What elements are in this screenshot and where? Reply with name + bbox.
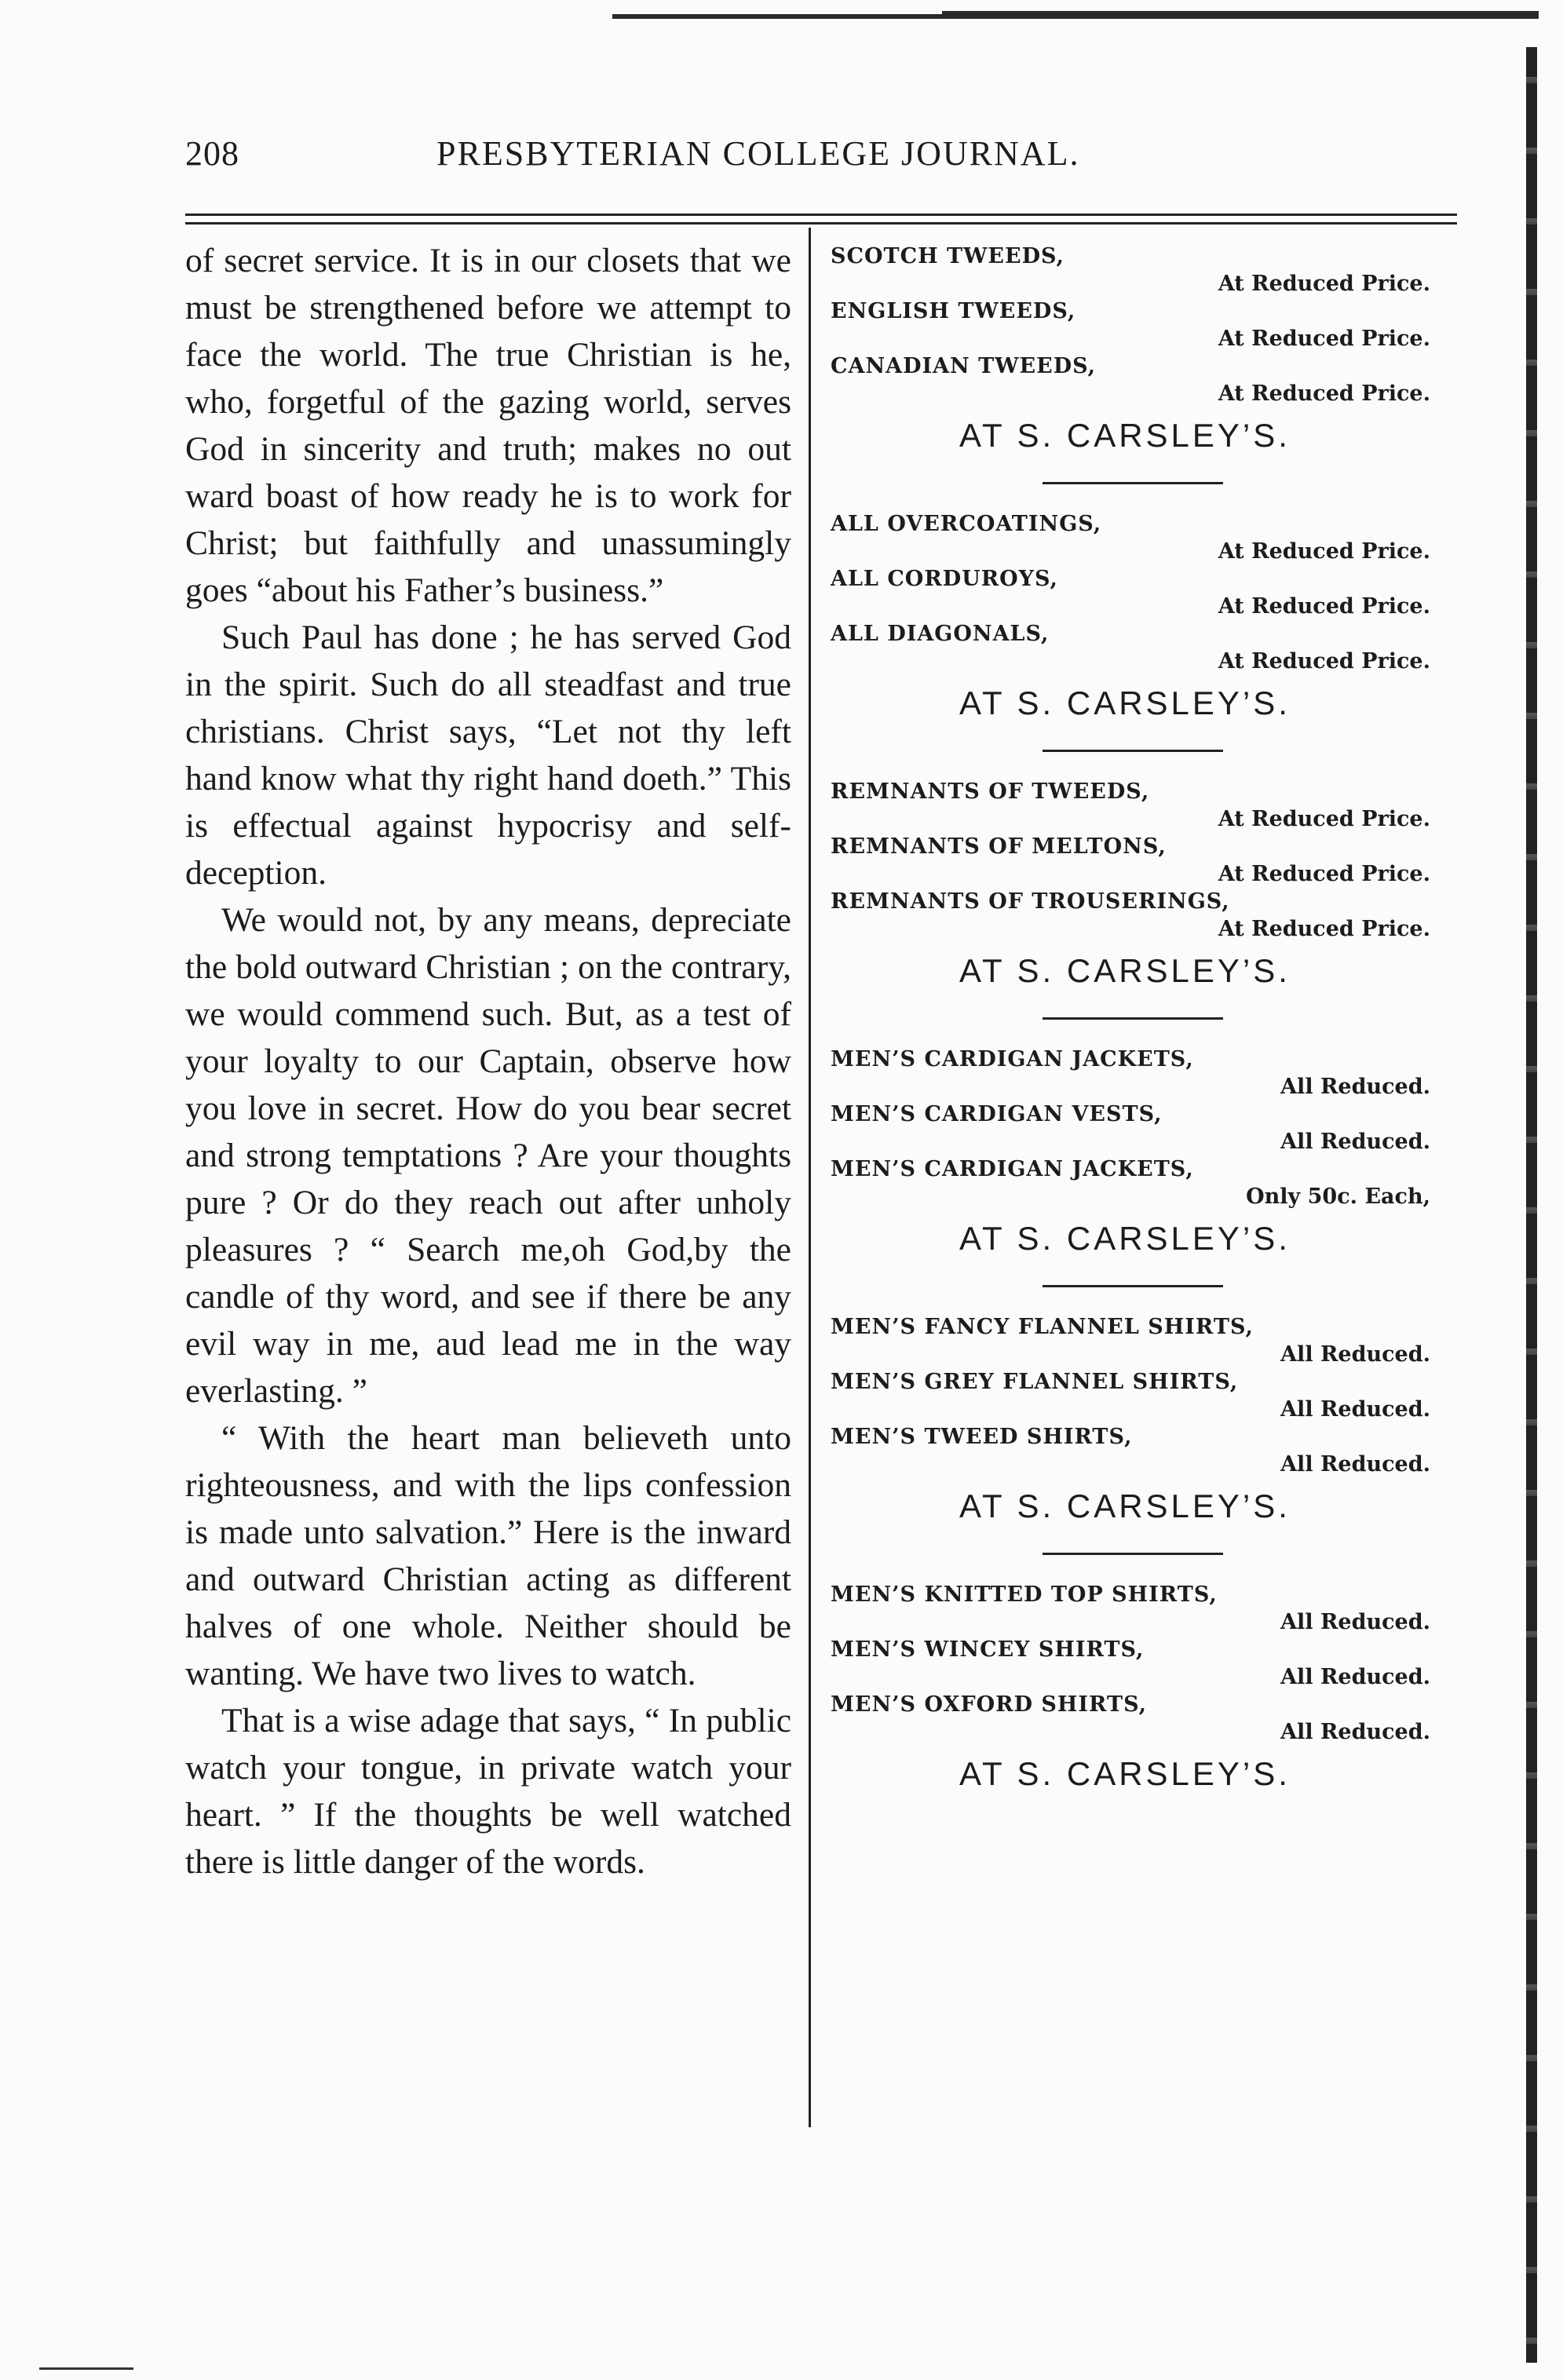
column-divider: [809, 228, 811, 2127]
ad-block: [831, 243, 1435, 484]
ad-item-name: MEN’S KNITTED TOP SHIRTS,: [831, 1582, 1218, 1607]
header-rule-top: [185, 214, 1457, 216]
ad-item-price: At Reduced Price.: [1218, 272, 1430, 296]
article-paragraph: Such Paul has done ; he has served God in the spirit. Such do all steadfast and true christians. Christ says, “Let not thy left hand know what thy right hand doeth.” This is effectual against hypocrisy and self-deception.: [185, 619, 791, 892]
ad-item-price: All Reduced.: [1280, 1665, 1430, 1689]
ad-block: [831, 1314, 1435, 1555]
top-edge-rule-thick: [942, 11, 1539, 19]
article-paragraph: We would not, by any means, depreciate the bold outward Christian ; on the contrary, we would commend such. But, as a test of your loyalty to our Captain, observe how you love in secret. How do you bear secret and strong temptations ? Are your thoughts pure ? Or do they reach out after unholy pleasures ? “ Search me,oh God,by the candle of thy word, and see if there be any evil way in me, aud lead me in the way everlasting. ”: [185, 901, 791, 1410]
header-rule-bottom: [185, 222, 1457, 224]
ad-divider: [1043, 1285, 1223, 1287]
ad-item-name: ALL OVERCOATINGS,: [831, 512, 1102, 536]
ad-store-name: AT S. CARSLEY’S.: [959, 1220, 1291, 1257]
ad-item-price: All Reduced.: [1280, 1610, 1430, 1634]
article-column: [185, 237, 791, 1885]
ad-item-price: At Reduced Price.: [1218, 649, 1430, 673]
ad-block: [831, 1582, 1435, 1801]
ad-item-name: MEN’S OXFORD SHIRTS,: [831, 1692, 1148, 1717]
ad-item-name: SCOTCH TWEEDS,: [831, 244, 1065, 268]
ad-divider: [1043, 750, 1223, 752]
ad-item-name: MEN’S TWEED SHIRTS,: [831, 1425, 1133, 1449]
ad-item-price: All Reduced.: [1280, 1452, 1430, 1477]
ad-item-price: At Reduced Price.: [1218, 594, 1430, 619]
ad-item-name: REMNANTS OF TWEEDS,: [831, 779, 1150, 804]
ad-item-price: All Reduced.: [1280, 1075, 1430, 1099]
page-header: [185, 133, 1473, 188]
article-paragraph: “ With the heart man believeth unto righteousness, and with the lips confession is made unto salvation.” Here is the inward and outward Christian acting as different halves of one whole. Neither should be wanting. We have two lives to watch.: [185, 1419, 791, 1692]
ad-block: [831, 511, 1435, 752]
ad-item-price: All Reduced.: [1280, 1397, 1430, 1422]
ad-item-name: MEN’S FANCY FLANNEL SHIRTS,: [831, 1315, 1254, 1339]
ad-item-price: All Reduced.: [1280, 1342, 1430, 1367]
ad-item-price: At Reduced Price.: [1218, 381, 1430, 406]
ad-item-price: At Reduced Price.: [1218, 917, 1430, 941]
ad-store-name: AT S. CARSLEY’S.: [959, 1488, 1291, 1524]
ad-item-price: At Reduced Price.: [1218, 807, 1430, 831]
ad-item-name: MEN’S CARDIGAN JACKETS,: [831, 1157, 1194, 1181]
ad-store-name: AT S. CARSLEY’S.: [959, 1755, 1291, 1792]
ad-item-price: All Reduced.: [1280, 1130, 1430, 1154]
article-paragraph: That is a wise adage that says, “ In public watch your tongue, in private watch your heart. ” If the thoughts be well watched there is little danger of the words.: [185, 1702, 791, 1881]
ad-divider: [1043, 1553, 1223, 1555]
ad-store-name: AT S. CARSLEY’S.: [959, 684, 1291, 721]
ad-item-price: At Reduced Price.: [1218, 327, 1430, 351]
right-page-border: [1526, 47, 1537, 2363]
ad-item-name: MEN’S CARDIGAN VESTS,: [831, 1102, 1163, 1126]
advertisement-column: [831, 243, 1435, 1801]
bottom-edge-mark: [39, 2367, 133, 2370]
ad-item-name: REMNANTS OF MELTONS,: [831, 834, 1167, 859]
ad-item-price: All Reduced.: [1280, 1720, 1430, 1744]
ad-item-price: At Reduced Price.: [1218, 539, 1430, 564]
ad-block: [831, 1046, 1435, 1287]
ad-divider: [1043, 1017, 1223, 1020]
ad-item-name: CANADIAN TWEEDS,: [831, 354, 1097, 378]
journal-title: PRESBYTERIAN COLLEGE JOURNAL.: [436, 134, 1080, 173]
page-number: 208: [185, 134, 239, 173]
ad-item-name: MEN’S CARDIGAN JACKETS,: [831, 1047, 1194, 1071]
ad-store-name: AT S. CARSLEY’S.: [959, 952, 1291, 989]
ad-divider: [1043, 482, 1223, 484]
ad-item-price: Only 50c. Each,: [1246, 1185, 1430, 1209]
ad-item-name: MEN’S GREY FLANNEL SHIRTS,: [831, 1370, 1239, 1394]
ad-item-name: MEN’S WINCEY SHIRTS,: [831, 1637, 1145, 1662]
ad-store-name: AT S. CARSLEY’S.: [959, 417, 1291, 454]
ad-item-name: ALL CORDUROYS,: [831, 567, 1058, 591]
ad-item-name: REMNANTS OF TROUSERINGS,: [831, 889, 1230, 914]
ad-item-name: ALL DIAGONALS,: [831, 622, 1050, 646]
ad-block: [831, 779, 1435, 1020]
article-paragraph: of secret service. It is in our closets that we must be strengthened before we attempt to face the world. The true Christian is he, who, forgetful of the gazing world, serves God in sincerity and truth; makes no out ward boast of how ready he is to work for Christ; but faithfully and unassumingly goes “about his Father’s business.”: [185, 242, 791, 609]
ad-item-name: ENGLISH TWEEDS,: [831, 299, 1076, 323]
ad-item-price: At Reduced Price.: [1218, 862, 1430, 886]
